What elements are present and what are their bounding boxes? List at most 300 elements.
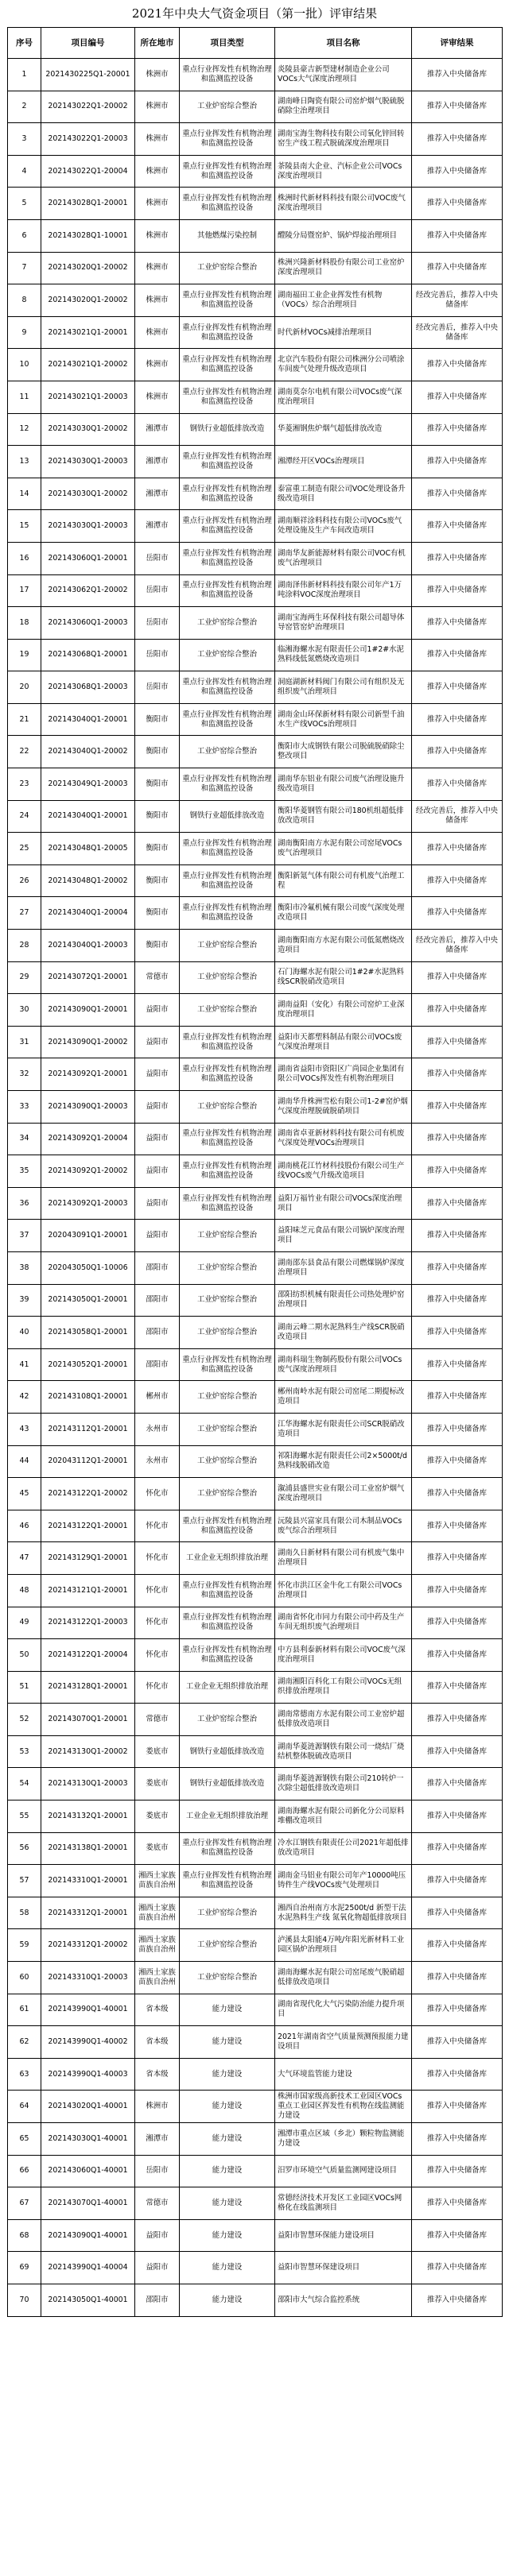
- table-body: [8, 59, 503, 2317]
- table-row: [8, 1445, 503, 1478]
- cell-city: 株洲市: [135, 155, 180, 188]
- cell-project-name: 湖南宝海两生环保科技有限公司超导体导窑管窑炉治理项目: [275, 607, 412, 640]
- cell-city: 株洲市: [135, 2091, 180, 2123]
- cell-city: 湘潭市: [135, 478, 180, 510]
- cell-project-name: 衡阳市冷氟机械有限公司废气深度处理改造项目: [275, 897, 412, 930]
- cell-project-code: 202143022Q1-20004: [41, 155, 135, 188]
- cell-project-type: 能力建设: [180, 2058, 275, 2091]
- cell-review-result: 推荐入中央储备库: [412, 1478, 503, 1510]
- cell-project-name: 中方县利泰新材料有限公司VOC废气深度治理项目: [275, 1639, 412, 1672]
- cell-review-result: 推荐入中央储备库: [412, 897, 503, 930]
- cell-project-code: 202143092Q1-20002: [41, 1155, 135, 1188]
- page-title: 2021年中央大气资金项目（第一批）评审结果: [131, 6, 378, 21]
- cell-review-result: 推荐入中央储备库: [412, 2155, 503, 2187]
- cell-project-type: 工业炉窑综合整治: [180, 1478, 275, 1510]
- cell-project-name: 祁阳海螺水泥有限责任公司2×5000t/d熟料线脱硝改造: [275, 1445, 412, 1478]
- cell-index: 50: [8, 1639, 41, 1672]
- cell-project-name: 益阳味芝元食品有限公司锅炉深度治理项目: [275, 1220, 412, 1252]
- cell-project-name: 湖南常德南方水泥有限公司工业窑炉超低排放改造项目: [275, 1704, 412, 1736]
- table-row: [8, 574, 503, 607]
- cell-project-type: 工业炉窑综合整治: [180, 1929, 275, 1962]
- cell-review-result: 经改完善后，推荐入中央储备库: [412, 316, 503, 349]
- cell-index: 68: [8, 2219, 41, 2252]
- cell-review-result: 推荐入中央储备库: [412, 542, 503, 574]
- cell-project-name: 益阳市智慧环保建设项目: [275, 2252, 412, 2284]
- cell-city: 益阳市: [135, 2252, 180, 2284]
- cell-project-name: 沅陵县兴富家具有限公司木制品VOCs废气综合治理项目: [275, 1510, 412, 1542]
- cell-index: 17: [8, 574, 41, 607]
- cell-project-code: 202143122Q1-20004: [41, 1639, 135, 1672]
- table-row: [8, 1284, 503, 1317]
- cell-city: 湘潭市: [135, 2123, 180, 2156]
- cell-index: 55: [8, 1800, 41, 1833]
- cell-project-type: 能力建设: [180, 2155, 275, 2187]
- table-row: [8, 703, 503, 736]
- table-row: [8, 1832, 503, 1865]
- cell-index: 66: [8, 2155, 41, 2187]
- cell-city: 省本级: [135, 2058, 180, 2091]
- cell-project-type: 工业炉窑综合整治: [180, 736, 275, 768]
- cell-project-code: 202143060Q1-20001: [41, 542, 135, 574]
- cell-index: 27: [8, 897, 41, 930]
- cell-project-type: 重点行业挥发性有机物治理和监测监控设备: [180, 316, 275, 349]
- table-row: [8, 1865, 503, 1897]
- cell-city: 常德市: [135, 961, 180, 994]
- table-row: [8, 1671, 503, 1704]
- table-row: [8, 1768, 503, 1800]
- cell-project-name: 临湘海螺水泥有限责任公司1#2#水泥熟料线低氮燃烧改造项目: [275, 639, 412, 671]
- table-row: [8, 1026, 503, 1058]
- cell-project-type: 重点行业挥发性有机物治理和监测监控设备: [180, 1348, 275, 1381]
- table-row: [8, 1381, 503, 1414]
- header-project-code: 项目编号: [41, 28, 135, 59]
- cell-city: 益阳市: [135, 1187, 180, 1220]
- cell-project-code: 202043091Q1-20001: [41, 1220, 135, 1252]
- cell-city: 邵阳市: [135, 1284, 180, 1317]
- table-row: [8, 2219, 503, 2252]
- cell-project-code: 202143062Q1-20002: [41, 574, 135, 607]
- cell-index: 48: [8, 1574, 41, 1607]
- cell-project-name: 湖南华菱涟源钢铁有限公司一烧结厂烧结机整体脱硫改造项目: [275, 1735, 412, 1768]
- cell-index: 47: [8, 1542, 41, 1575]
- cell-review-result: 推荐入中央储备库: [412, 2091, 503, 2123]
- table-row: [8, 188, 503, 220]
- cell-project-type: 重点行业挥发性有机物治理和监测监控设备: [180, 1639, 275, 1672]
- cell-index: 38: [8, 1251, 41, 1284]
- cell-index: 10: [8, 349, 41, 381]
- cell-project-code: 202143130Q1-20003: [41, 1768, 135, 1800]
- table-row: [8, 1735, 503, 1768]
- cell-project-code: 202143021Q1-20003: [41, 381, 135, 413]
- cell-project-type: 能力建设: [180, 2026, 275, 2059]
- table-row: [8, 897, 503, 930]
- cell-project-type: 重点行业挥发性有机物治理和监测监控设备: [180, 1155, 275, 1188]
- cell-review-result: 经改完善后，推荐入中央储备库: [412, 284, 503, 317]
- cell-city: 益阳市: [135, 1220, 180, 1252]
- cell-index: 54: [8, 1768, 41, 1800]
- cell-project-code: 202143048Q1-20002: [41, 864, 135, 897]
- cell-city: 省本级: [135, 2026, 180, 2059]
- cell-project-name: 湖南海螺水泥有限公司窑尾废气脱硝超低排放改造项目: [275, 1962, 412, 1994]
- cell-project-name: 炎陵县豪吉新型建材制造企业公司VOCs大气深度治理项目: [275, 59, 412, 91]
- cell-city: 怀化市: [135, 1639, 180, 1672]
- cell-project-name: 华菱湘钢焦炉烟气超低排放改造: [275, 413, 412, 446]
- table-row: [8, 59, 503, 91]
- cell-review-result: 推荐入中央储备库: [412, 2219, 503, 2252]
- cell-project-code: 202143050Q1-40001: [41, 2284, 135, 2316]
- cell-project-code: 202143040Q1-20002: [41, 736, 135, 768]
- cell-city: 永州市: [135, 1445, 180, 1478]
- cell-index: 43: [8, 1413, 41, 1445]
- cell-review-result: 推荐入中央储备库: [412, 1026, 503, 1058]
- cell-city: 岳阳市: [135, 607, 180, 640]
- table-row: [8, 1123, 503, 1155]
- cell-review-result: 推荐入中央储备库: [412, 2252, 503, 2284]
- cell-project-code: 202143129Q1-20001: [41, 1542, 135, 1575]
- cell-project-name: 汨罗市环境空气质量监测网建设项目: [275, 2155, 412, 2187]
- cell-project-name: 湖南金山环保新材料有限公司新型千油水生产线VOCs治理项目: [275, 703, 412, 736]
- cell-review-result: 推荐入中央储备库: [412, 671, 503, 704]
- cell-project-code: 202143058Q1-20001: [41, 1317, 135, 1349]
- cell-review-result: 推荐入中央储备库: [412, 1929, 503, 1962]
- table-row: [8, 1607, 503, 1639]
- cell-city: 株洲市: [135, 381, 180, 413]
- cell-city: 邵阳市: [135, 1348, 180, 1381]
- cell-project-code: 202143130Q1-20002: [41, 1735, 135, 1768]
- cell-project-type: 工业炉窑综合整治: [180, 1704, 275, 1736]
- cell-project-name: 怀化市洪江区金牛化工有限公司VOCs治理项目: [275, 1574, 412, 1607]
- cell-review-result: 推荐入中央储备库: [412, 381, 503, 413]
- cell-review-result: 推荐入中央储备库: [412, 703, 503, 736]
- cell-project-type: 重点行业挥发性有机物治理和监测监控设备: [180, 703, 275, 736]
- cell-city: 益阳市: [135, 1058, 180, 1091]
- cell-project-code: 202143090Q1-40001: [41, 2219, 135, 2252]
- cell-project-code: 202143021Q1-20002: [41, 349, 135, 381]
- cell-project-type: 钢铁行业超低排放改造: [180, 800, 275, 833]
- cell-review-result: 推荐入中央储备库: [412, 1704, 503, 1736]
- cell-review-result: 推荐入中央储备库: [412, 639, 503, 671]
- cell-project-code: 202143040Q1-20003: [41, 930, 135, 962]
- cell-project-name: 湖南华菱涟源钢铁有限公司210转炉一次除尘超低排放改造项目: [275, 1768, 412, 1800]
- cell-project-type: 重点行业挥发性有机物治理和监测监控设备: [180, 1026, 275, 1058]
- cell-index: 53: [8, 1735, 41, 1768]
- cell-project-code: 202143030Q1-40001: [41, 2123, 135, 2156]
- table-row: [8, 413, 503, 446]
- cell-project-code: 202143030Q1-20002: [41, 413, 135, 446]
- cell-review-result: 推荐入中央储备库: [412, 1735, 503, 1768]
- cell-review-result: 推荐入中央储备库: [412, 2058, 503, 2091]
- cell-project-code: 202143092Q1-20001: [41, 1058, 135, 1091]
- cell-project-code: 202143112Q1-20001: [41, 1413, 135, 1445]
- cell-city: 湘西土家族苗族自治州: [135, 1929, 180, 1962]
- cell-project-type: 能力建设: [180, 2219, 275, 2252]
- table-row: [8, 833, 503, 865]
- cell-project-code: 202143020Q1-20002: [41, 284, 135, 317]
- cell-review-result: 推荐入中央储备库: [412, 219, 503, 252]
- cell-project-type: 重点行业挥发性有机物治理和监测监控设备: [180, 1058, 275, 1091]
- cell-city: 怀化市: [135, 1671, 180, 1704]
- cell-index: 59: [8, 1929, 41, 1962]
- table-row: [8, 639, 503, 671]
- cell-project-type: 工业炉窑综合整治: [180, 1962, 275, 1994]
- cell-review-result: 推荐入中央储备库: [412, 1897, 503, 1929]
- cell-review-result: 推荐入中央储备库: [412, 1348, 503, 1381]
- cell-project-name: 湖南金马铝业有限公司年产10000吨压铸件生产线VOCs废气处理项目: [275, 1865, 412, 1897]
- table-row: [8, 1542, 503, 1575]
- cell-project-name: 常德经济技术开发区工业园区VOCs网格化在线监测项目: [275, 2187, 412, 2220]
- cell-city: 衡阳市: [135, 736, 180, 768]
- cell-review-result: 推荐入中央储备库: [412, 123, 503, 156]
- cell-project-code: 202143990Q1-40001: [41, 1994, 135, 2026]
- cell-project-type: 重点行业挥发性有机物治理和监测监控设备: [180, 59, 275, 91]
- table-row: [8, 1994, 503, 2026]
- cell-review-result: 推荐入中央储备库: [412, 1510, 503, 1542]
- cell-project-code: 202143022Q1-20003: [41, 123, 135, 156]
- cell-project-name: 湘潭市重点区域（乡北）颗粒物监测能力建设: [275, 2123, 412, 2156]
- table-row: [8, 1574, 503, 1607]
- cell-index: 29: [8, 961, 41, 994]
- table-row: [8, 1091, 503, 1124]
- cell-index: 40: [8, 1317, 41, 1349]
- cell-project-type: 重点行业挥发性有机物治理和监测监控设备: [180, 1832, 275, 1865]
- header-project-name: 项目名称: [275, 28, 412, 59]
- cell-review-result: 推荐入中央储备库: [412, 1317, 503, 1349]
- cell-project-name: 湖南科瑞生物制药股份有限公司VOCs废气深度治理项目: [275, 1348, 412, 1381]
- cell-project-code: 202143030Q1-20002: [41, 478, 135, 510]
- cell-project-type: 重点行业挥发性有机物治理和监测监控设备: [180, 123, 275, 156]
- cell-review-result: 推荐入中央储备库: [412, 1155, 503, 1188]
- cell-project-name: 湖南衡阳南方水泥有限公司低氮燃烧改造项目: [275, 930, 412, 962]
- cell-city: 株洲市: [135, 219, 180, 252]
- cell-index: 5: [8, 188, 41, 220]
- cell-index: 25: [8, 833, 41, 865]
- table-row: [8, 446, 503, 478]
- cell-project-code: 202143072Q1-20001: [41, 961, 135, 994]
- cell-project-name: 湖南省现代化大气污染防治能力提升项目: [275, 1994, 412, 2026]
- cell-project-type: 其他燃煤污染控制: [180, 219, 275, 252]
- cell-city: 常德市: [135, 1704, 180, 1736]
- cell-index: 16: [8, 542, 41, 574]
- cell-project-name: 湖南华友新能源材料有限公司VOC有机废气治理项目: [275, 542, 412, 574]
- cell-city: 衡阳市: [135, 703, 180, 736]
- cell-project-name: 株洲时代新材料科技有限公司VOC废气深度治理项目: [275, 188, 412, 220]
- cell-review-result: 推荐入中央储备库: [412, 994, 503, 1027]
- cell-project-type: 重点行业挥发性有机物治理和监测监控设备: [180, 1607, 275, 1639]
- cell-project-type: 重点行业挥发性有机物治理和监测监控设备: [180, 671, 275, 704]
- cell-review-result: 推荐入中央储备库: [412, 2123, 503, 2156]
- table-row: [8, 1155, 503, 1188]
- cell-city: 益阳市: [135, 2219, 180, 2252]
- cell-city: 湘西土家族苗族自治州: [135, 1897, 180, 1929]
- cell-project-code: 202143021Q1-20001: [41, 316, 135, 349]
- cell-project-type: 重点行业挥发性有机物治理和监测监控设备: [180, 1187, 275, 1220]
- cell-project-type: 工业炉窑综合整治: [180, 1220, 275, 1252]
- table-row: [8, 930, 503, 962]
- cell-project-code: 202143040Q1-20001: [41, 703, 135, 736]
- cell-city: 岳阳市: [135, 2155, 180, 2187]
- cell-project-type: 重点行业挥发性有机物治理和监测监控设备: [180, 1574, 275, 1607]
- cell-review-result: 推荐入中央储备库: [412, 1607, 503, 1639]
- cell-project-type: 钢铁行业超低排放改造: [180, 1735, 275, 1768]
- cell-project-code: 202143138Q1-20001: [41, 1832, 135, 1865]
- cell-project-code: 202043050Q1-10006: [41, 1251, 135, 1284]
- cell-project-type: 工业企业无组织排放治理: [180, 1542, 275, 1575]
- cell-index: 31: [8, 1026, 41, 1058]
- cell-city: 岳阳市: [135, 542, 180, 574]
- cell-project-type: 钢铁行业超低排放改造: [180, 1768, 275, 1800]
- cell-project-type: 重点行业挥发性有机物治理和监测监控设备: [180, 510, 275, 543]
- cell-project-type: 工业炉窑综合整治: [180, 607, 275, 640]
- cell-project-code: 202143310Q1-20003: [41, 1962, 135, 1994]
- cell-project-name: 大气环境监管能力建设: [275, 2058, 412, 2091]
- cell-project-code: 202143122Q1-20003: [41, 1607, 135, 1639]
- cell-project-type: 重点行业挥发性有机物治理和监测监控设备: [180, 381, 275, 413]
- cell-project-name: 冷水江钢铁有限责任公司2021年超低排放改造项目: [275, 1832, 412, 1865]
- cell-city: 岳阳市: [135, 639, 180, 671]
- cell-project-type: 重点行业挥发性有机物治理和监测监控设备: [180, 864, 275, 897]
- cell-project-code: 202143060Q1-40001: [41, 2155, 135, 2187]
- cell-project-code: 202143108Q1-20001: [41, 1381, 135, 1414]
- cell-index: 7: [8, 252, 41, 284]
- cell-city: 湘西土家族苗族自治州: [135, 1962, 180, 1994]
- cell-index: 33: [8, 1091, 41, 1124]
- cell-project-type: 工业炉窑综合整治: [180, 252, 275, 284]
- cell-city: 株洲市: [135, 252, 180, 284]
- cell-project-name: 湖南省卓亚新材料科技有限公司有机废气深度处理VOCs治理项目: [275, 1123, 412, 1155]
- cell-project-name: 泰富重工制造有限公司VOC处理设备升级改造项目: [275, 478, 412, 510]
- cell-city: 怀化市: [135, 1574, 180, 1607]
- table-row: [8, 542, 503, 574]
- cell-project-name: 邵阳市大气综合监控系统: [275, 2284, 412, 2316]
- cell-review-result: 推荐入中央储备库: [412, 252, 503, 284]
- table-row: [8, 671, 503, 704]
- cell-project-code: 202143312Q1-20001: [41, 1897, 135, 1929]
- cell-project-type: 工业企业无组织排放治理: [180, 1800, 275, 1833]
- cell-project-name: 湖南顺祥涂料科技有限公司VOCs废气处理设施及生产车间改造项目: [275, 510, 412, 543]
- cell-project-code: 202143312Q1-20002: [41, 1929, 135, 1962]
- cell-project-code: 202143990Q1-40003: [41, 2058, 135, 2091]
- table-row: [8, 381, 503, 413]
- cell-project-name: 株洲市国家级高新技术工业园区VOCs重点工业园区挥发性有机物在线监测能力建设: [275, 2091, 412, 2123]
- cell-index: 19: [8, 639, 41, 671]
- cell-project-type: 工业炉窑综合整治: [180, 1284, 275, 1317]
- cell-project-code: 202143122Q1-20001: [41, 1510, 135, 1542]
- cell-index: 67: [8, 2187, 41, 2220]
- cell-project-type: 重点行业挥发性有机物治理和监测监控设备: [180, 478, 275, 510]
- cell-project-type: 重点行业挥发性有机物治理和监测监控设备: [180, 349, 275, 381]
- cell-city: 衡阳市: [135, 800, 180, 833]
- cell-project-code: 202143092Q1-20003: [41, 1187, 135, 1220]
- cell-index: 30: [8, 994, 41, 1027]
- cell-index: 63: [8, 2058, 41, 2091]
- cell-project-type: 工业企业无组织排放治理: [180, 1671, 275, 1704]
- cell-project-name: 湖南久日新材料有限公司有机废气集中治理项目: [275, 1542, 412, 1575]
- cell-city: 益阳市: [135, 1155, 180, 1188]
- cell-review-result: 推荐入中央储备库: [412, 1058, 503, 1091]
- cell-project-type: 能力建设: [180, 2123, 275, 2156]
- cell-project-type: 能力建设: [180, 2091, 275, 2123]
- cell-index: 57: [8, 1865, 41, 1897]
- cell-review-result: 推荐入中央储备库: [412, 349, 503, 381]
- cell-project-name: 湘潭经开区VOCs治理项目: [275, 446, 412, 478]
- cell-project-name: 湖南云峰二期水泥熟料生产线SCR脱硝改造项目: [275, 1317, 412, 1349]
- cell-index: 52: [8, 1704, 41, 1736]
- table-row: [8, 1220, 503, 1252]
- cell-review-result: 推荐入中央储备库: [412, 1865, 503, 1897]
- cell-index: 69: [8, 2252, 41, 2284]
- cell-index: 32: [8, 1058, 41, 1091]
- cell-project-name: 郴州南岭水泥有限公司窑尾二期提标改造项目: [275, 1381, 412, 1414]
- cell-index: 28: [8, 930, 41, 962]
- cell-index: 37: [8, 1220, 41, 1252]
- cell-project-type: 工业炉窑综合整治: [180, 1897, 275, 1929]
- cell-index: 56: [8, 1832, 41, 1865]
- cell-index: 60: [8, 1962, 41, 1994]
- cell-index: 65: [8, 2123, 41, 2156]
- cell-city: 湘潭市: [135, 413, 180, 446]
- cell-city: 娄底市: [135, 1768, 180, 1800]
- cell-index: 39: [8, 1284, 41, 1317]
- cell-project-name: 衡阳新氪气体有限公司有机废气治理工程: [275, 864, 412, 897]
- cell-project-type: 重点行业挥发性有机物治理和监测监控设备: [180, 542, 275, 574]
- cell-review-result: 推荐入中央储备库: [412, 768, 503, 801]
- cell-project-code: 202143122Q1-20002: [41, 1478, 135, 1510]
- cell-project-name: 湖南省怀化市同力有限公司中药及生产车间无组织废气治理项目: [275, 1607, 412, 1639]
- cell-project-name: 湖南省益阳市资阳区广尚园企业集团有限公司VOCs挥发性有机物治理项目: [275, 1058, 412, 1091]
- cell-city: 邵阳市: [135, 1317, 180, 1349]
- cell-project-code: 202143052Q1-20001: [41, 1348, 135, 1381]
- cell-review-result: 经改完善后，推荐入中央储备库: [412, 800, 503, 833]
- table-row: [8, 2058, 503, 2091]
- cell-index: 6: [8, 219, 41, 252]
- table-row: [8, 607, 503, 640]
- cell-project-type: 能力建设: [180, 2284, 275, 2316]
- cell-index: 41: [8, 1348, 41, 1381]
- table-row: [8, 2187, 503, 2220]
- cell-index: 62: [8, 2026, 41, 2059]
- cell-project-type: 工业炉窑综合整治: [180, 1413, 275, 1445]
- cell-project-code: 202143090Q1-20002: [41, 1026, 135, 1058]
- table-row: [8, 1929, 503, 1962]
- cell-review-result: 推荐入中央储备库: [412, 607, 503, 640]
- cell-project-type: 重点行业挥发性有机物治理和监测监控设备: [180, 1123, 275, 1155]
- cell-city: 岳阳市: [135, 671, 180, 704]
- cell-index: 61: [8, 1994, 41, 2026]
- cell-project-code: 202143048Q1-20005: [41, 833, 135, 865]
- cell-review-result: 推荐入中央储备库: [412, 413, 503, 446]
- header-review-result: 评审结果: [412, 28, 503, 59]
- cell-project-type: 重点行业挥发性有机物治理和监测监控设备: [180, 1510, 275, 1542]
- table-row: [8, 768, 503, 801]
- cell-project-name: 株洲兴隆新材料股份有限公司工业窑炉深度治理项目: [275, 252, 412, 284]
- table-row: [8, 478, 503, 510]
- table-row: [8, 2252, 503, 2284]
- table-row: [8, 510, 503, 543]
- cell-project-name: 泸溪县太阳能4万吨/年阳光新材料工业园区锅炉治理项目: [275, 1929, 412, 1962]
- cell-city: 株洲市: [135, 123, 180, 156]
- cell-project-code: 202143040Q1-20004: [41, 897, 135, 930]
- cell-project-name: 溆浦县盛世实业有限公司工业窑炉烟气深度治理项目: [275, 1478, 412, 1510]
- cell-city: 省本级: [135, 1994, 180, 2026]
- cell-project-code: 202143020Q1-40001: [41, 2091, 135, 2123]
- cell-index: 18: [8, 607, 41, 640]
- cell-project-code: 202143022Q1-20002: [41, 91, 135, 123]
- cell-review-result: 推荐入中央储备库: [412, 1639, 503, 1672]
- cell-project-type: 钢铁行业超低排放改造: [180, 413, 275, 446]
- cell-review-result: 推荐入中央储备库: [412, 1413, 503, 1445]
- cell-review-result: 推荐入中央储备库: [412, 1123, 503, 1155]
- cell-project-code: 2021430225Q1-20001: [41, 59, 135, 91]
